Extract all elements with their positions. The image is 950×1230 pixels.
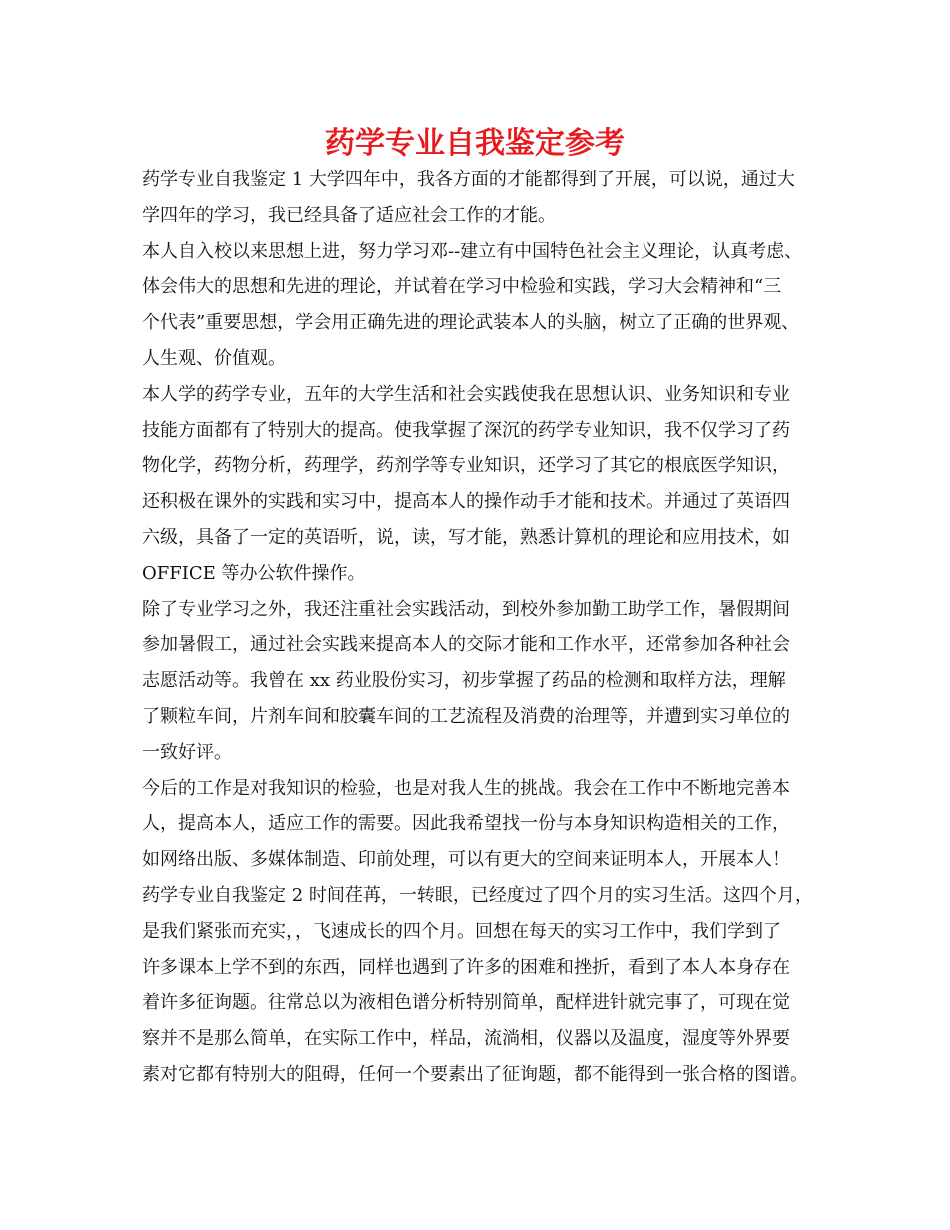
text-line: 个代表”重要思想，学会用正确先进的理论武装本人的头脑，树立了正确的世界观、 <box>142 312 800 334</box>
document-title: 药学专业自我鉴定参考 <box>325 126 625 161</box>
text-line: 参加暑假工，通过社会实践来提高本人的交际才能和工作水平，还常参加各种社会 <box>142 634 790 656</box>
text-line: 技能方面都有了特别大的提高。使我掌握了深沉的药学专业知识，我不仅学习了药 <box>142 419 790 441</box>
text-line: 除了专业学习之外，我还注重社会实践活动，到校外参加勤工助学工作，暑假期间 <box>142 598 790 620</box>
text-line: 是我们紧张而充实，，飞速成长的四个月。回想在每天的实习工作中，我们学到了 <box>142 920 781 942</box>
text-line: 了颗粒车间，片剂车间和胶囊车间的工艺流程及消费的治理等，并遭到实习单位的 <box>142 705 790 727</box>
text-line: 人，提高本人，适应工作的需要。因此我希望找一份与本身知识构造相关的工作， <box>142 813 790 835</box>
text-line: 许多课本上学不到的东西，同样也遇到了许多的困难和挫折，看到了本人本身存在 <box>142 956 790 978</box>
text-line: 药学专业自我鉴定 1 大学四年中，我各方面的才能都得到了开展，可以说，通过大 <box>142 169 795 190</box>
text-line: 一致好评。 <box>142 741 232 763</box>
text-line: 还积极在课外的实践和实习中，提高本人的操作动手才能和技术。并通过了英语四 <box>142 491 790 513</box>
text-line: OFFICE 等办公软件操作。 <box>142 562 366 584</box>
text-line: 六级，具备了一定的英语听，说，读，写才能，熟悉计算机的理论和应用技术，如 <box>142 526 790 548</box>
text-line: 药学专业自我鉴定 2 时间荏苒，一转眼，已经度过了四个月的实习生活。这四个月， <box>142 884 813 906</box>
text-line: 今后的工作是对我知识的检验，也是对我人生的挑战。我会在工作中不断地完善本 <box>142 777 790 799</box>
text-line: 学四年的学习，我已经具备了适应社会工作的才能。 <box>142 204 556 226</box>
text-line: 体会伟大的思想和先进的理论，并试着在学习中检验和实践，学习大会精神和“三 <box>142 276 782 298</box>
text-line: 如网络出版、多媒体制造、印前处理，可以有更大的空间来证明本人，开展本人！ <box>142 849 790 871</box>
document-body <box>142 162 822 1093</box>
text-line: 本人自入校以来思想上进，努力学习邓--建立有中国特色社会主义理论，认真考虑、 <box>142 240 803 262</box>
text-line: 本人学的药学专业，五年的大学生活和社会实践使我在思想认识、业务知识和专业 <box>142 383 790 405</box>
text-line: 志愿活动等。我曾在 xx 药业股份实习，初步掌握了药品的检测和取样方法，理解 <box>142 670 786 692</box>
text-line: 素对它都有特别大的阻碍，任何一个要素出了征询题，都不能得到一张合格的图谱。 <box>142 1063 808 1085</box>
text-line: 人生观、价值观。 <box>142 347 286 369</box>
text-line: 察并不是那么简单，在实际工作中，样品，流淌相，仪器以及温度，湿度等外界要 <box>142 1028 790 1050</box>
text-line: 物化学，药物分析，药理学，药剂学等专业知识，还学习了其它的根底医学知识， <box>142 455 790 477</box>
text-line: 着许多征询题。往常总以为液相色谱分析特别简单，配样进针就完事了，可现在觉 <box>142 992 790 1014</box>
